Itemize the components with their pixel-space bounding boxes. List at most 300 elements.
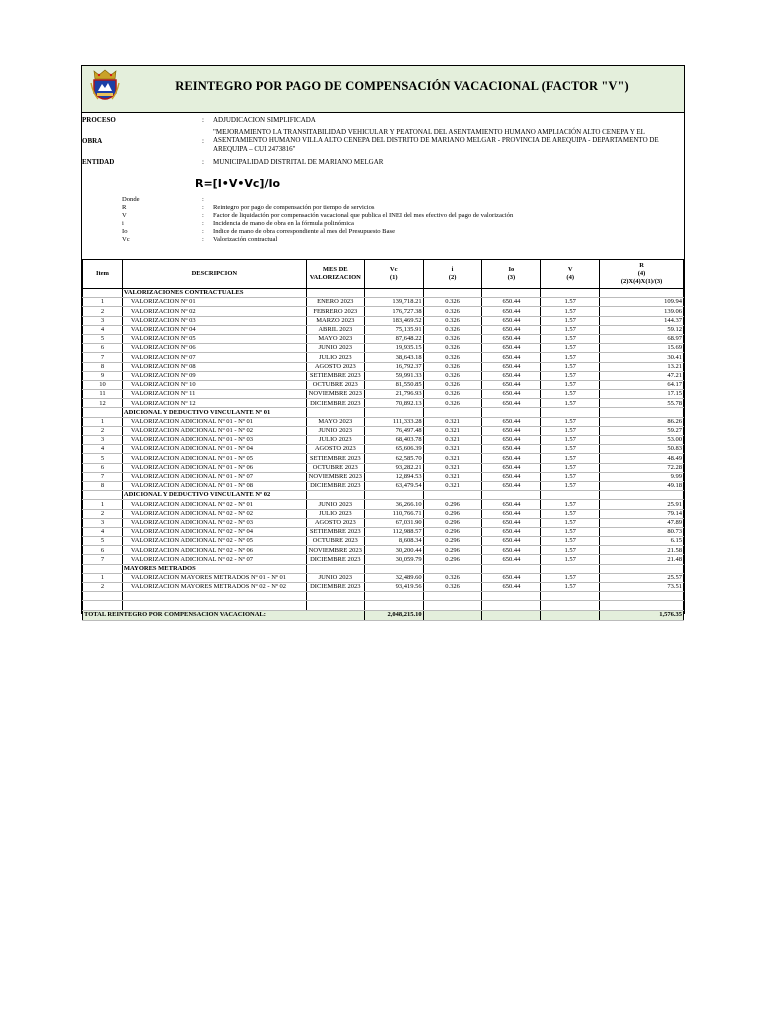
- cell-descripcion: VALORIZACION Nº 12: [122, 399, 306, 408]
- cell-r: [600, 491, 684, 500]
- empty-cell: [83, 592, 123, 601]
- colon: :: [202, 212, 204, 219]
- cell-item: 3: [83, 518, 123, 527]
- cell-io: [482, 289, 541, 298]
- table-row: [83, 316, 684, 325]
- colon: :: [202, 116, 204, 124]
- cell-item: 12: [83, 399, 123, 408]
- cell-v: 1.57: [541, 537, 600, 546]
- cell-mes: JULIO 2023: [306, 436, 364, 445]
- cell-mes: ABRIL 2023: [306, 325, 364, 334]
- col-header-r: R (4) (2)X(4)X(1)/(3): [600, 260, 684, 289]
- cell-v: [541, 408, 600, 417]
- empty-cell: [83, 601, 123, 610]
- cell-v: 1.57: [541, 344, 600, 353]
- cell-mes: SETIEMBRE 2023: [306, 527, 364, 536]
- colon: :: [202, 220, 204, 227]
- cell-descripcion: VALORIZACION ADICIONAL Nº 02 - Nº 07: [122, 555, 306, 564]
- cell-mes: OCTUBRE 2023: [306, 463, 364, 472]
- cell-r: 9.99: [600, 472, 684, 481]
- cell-i: 0.296: [423, 509, 482, 518]
- cell-v: 1.57: [541, 325, 600, 334]
- cell-i: 0.326: [423, 344, 482, 353]
- cell-mes: NOVIEMBRE 2023: [306, 390, 364, 399]
- municipal-crest-icon: [90, 69, 120, 107]
- empty-cell: [364, 592, 423, 601]
- cell-v: 1.57: [541, 399, 600, 408]
- legend-description: Reintegro por pago de compensación por tiempo de servicios: [213, 204, 375, 211]
- cell-r: 86.26: [600, 417, 684, 426]
- cell-mes: DICIEMBRE 2023: [306, 555, 364, 564]
- cell-vc: 63,479.54: [364, 481, 423, 490]
- cell-v: 1.57: [541, 371, 600, 380]
- cell-io: 650.44: [482, 344, 541, 353]
- cell-vc: 8,608.34: [364, 537, 423, 546]
- colon: :: [202, 158, 204, 166]
- colon: :: [202, 236, 204, 243]
- cell-descripcion: VALORIZACION Nº 06: [122, 344, 306, 353]
- cell-i: 0.321: [423, 445, 482, 454]
- cell-r: [600, 289, 684, 298]
- table-header-row: [83, 260, 684, 289]
- section-title: ADICIONAL Y DEDUCTIVO VINCULANTE Nº 01: [122, 408, 306, 417]
- cell-item: 3: [83, 436, 123, 445]
- cell-r: 64.17: [600, 380, 684, 389]
- cell-io: 650.44: [482, 509, 541, 518]
- cell-mes: AGOSTO 2023: [306, 445, 364, 454]
- legend-description: Valorización contractual: [213, 236, 278, 243]
- cell-vc: 67,031.90: [364, 518, 423, 527]
- cell-v: 1.57: [541, 555, 600, 564]
- cell-v: 1.57: [541, 380, 600, 389]
- section-header-row: [83, 408, 684, 417]
- cell-v: 1.57: [541, 362, 600, 371]
- cell-mes: ENERO 2023: [306, 298, 364, 307]
- colon: :: [202, 228, 204, 235]
- cell-io: 650.44: [482, 325, 541, 334]
- cell-v: 1.57: [541, 509, 600, 518]
- cell-vc: 21,796.93: [364, 390, 423, 399]
- cell-v: 1.57: [541, 426, 600, 435]
- cell-descripcion: VALORIZACION ADICIONAL Nº 01 - Nº 01: [122, 417, 306, 426]
- cell-v: 1.57: [541, 500, 600, 509]
- cell-item: 2: [83, 583, 123, 592]
- cell-v: 1.57: [541, 573, 600, 582]
- cell-r: 80.73: [600, 527, 684, 536]
- cell-vc: 111,333.28: [364, 417, 423, 426]
- cell-item: 5: [83, 454, 123, 463]
- cell-i: [423, 564, 482, 573]
- cell-io: [482, 491, 541, 500]
- cell-io: 650.44: [482, 555, 541, 564]
- cell-descripcion: VALORIZACION Nº 03: [122, 316, 306, 325]
- cell-i: [423, 491, 482, 500]
- table-row: [83, 362, 684, 371]
- cell-item: [83, 491, 123, 500]
- cell-v: 1.57: [541, 472, 600, 481]
- cell-i: 0.326: [423, 583, 482, 592]
- title-bar: [82, 66, 684, 113]
- cell-i: 0.321: [423, 417, 482, 426]
- cell-vc: 30,059.79: [364, 555, 423, 564]
- cell-mes: AGOSTO 2023: [306, 362, 364, 371]
- section-header-row: [83, 564, 684, 573]
- cell-r: 68.97: [600, 334, 684, 343]
- empty-cell: [482, 601, 541, 610]
- section-header-row: [83, 289, 684, 298]
- cell-r: [600, 564, 684, 573]
- col-header-descripcion: DESCRIPCION: [122, 260, 306, 289]
- cell-v: 1.57: [541, 334, 600, 343]
- cell-i: 0.296: [423, 527, 482, 536]
- cell-vc: 139,718.21: [364, 298, 423, 307]
- section-title: MAYORES METRADOS: [122, 564, 306, 573]
- cell-io: 650.44: [482, 546, 541, 555]
- cell-i: 0.296: [423, 500, 482, 509]
- cell-item: 8: [83, 362, 123, 371]
- cell-item: 8: [83, 481, 123, 490]
- legend-symbol: V: [122, 212, 127, 219]
- cell-v: 1.57: [541, 546, 600, 555]
- cell-v: [541, 289, 600, 298]
- cell-item: 6: [83, 344, 123, 353]
- col-header-v: V (4): [541, 260, 600, 289]
- page-title: REINTEGRO POR PAGO DE COMPENSACIÓN VACACIONAL (FACTOR "V"): [175, 79, 629, 93]
- cell-mes: SETIEMBRE 2023: [306, 454, 364, 463]
- cell-descripcion: VALORIZACION ADICIONAL Nº 01 - Nº 05: [122, 454, 306, 463]
- cell-i: 0.326: [423, 573, 482, 582]
- cell-mes: DICIEMBRE 2023: [306, 399, 364, 408]
- cell-v: 1.57: [541, 454, 600, 463]
- cell-v: 1.57: [541, 463, 600, 472]
- table-row: [83, 371, 684, 380]
- total-row: [83, 610, 684, 620]
- table-row: [83, 399, 684, 408]
- colon: :: [202, 204, 204, 211]
- section-header-row: [83, 491, 684, 500]
- table-row: [83, 537, 684, 546]
- cell-r: 17.15: [600, 390, 684, 399]
- cell-item: 10: [83, 380, 123, 389]
- cell-item: 1: [83, 573, 123, 582]
- cell-v: 1.57: [541, 445, 600, 454]
- empty-cell: [122, 592, 306, 601]
- cell-vc: 65,606.39: [364, 445, 423, 454]
- cell-r: 139.06: [600, 307, 684, 316]
- cell-i: 0.326: [423, 380, 482, 389]
- cell-io: 650.44: [482, 390, 541, 399]
- cell-r: 73.51: [600, 583, 684, 592]
- cell-vc: 112,988.57: [364, 527, 423, 536]
- table-body: [83, 289, 684, 621]
- empty-cell: [541, 601, 600, 610]
- cell-vc: 176,727.38: [364, 307, 423, 316]
- cell-vc: 70,892.13: [364, 399, 423, 408]
- cell-mes: [306, 289, 364, 298]
- cell-descripcion: VALORIZACION Nº 04: [122, 325, 306, 334]
- cell-mes: [306, 564, 364, 573]
- cell-descripcion: VALORIZACION Nº 05: [122, 334, 306, 343]
- empty-cell: [600, 601, 684, 610]
- section-title: ADICIONAL Y DEDUCTIVO VINCULANTE Nº 02: [122, 491, 306, 500]
- cell-item: 1: [83, 500, 123, 509]
- table-row: [83, 417, 684, 426]
- cell-vc: 12,894.53: [364, 472, 423, 481]
- cell-mes: NOVIEMBRE 2023: [306, 472, 364, 481]
- cell-item: 1: [83, 417, 123, 426]
- cell-io: 650.44: [482, 417, 541, 426]
- empty-cell: [306, 601, 364, 610]
- cell-item: 7: [83, 353, 123, 362]
- cell-descripcion: VALORIZACION ADICIONAL Nº 02 - Nº 06: [122, 546, 306, 555]
- cell-vc: 75,135.91: [364, 325, 423, 334]
- cell-io: 650.44: [482, 537, 541, 546]
- total-r: 1,576.35: [600, 610, 684, 620]
- cell-item: 2: [83, 307, 123, 316]
- cell-io: 650.44: [482, 463, 541, 472]
- legend-symbol: R: [122, 204, 127, 211]
- legend-description: Incidencia de mano de obra en la fórmula polinómica: [213, 220, 354, 227]
- blank-row: [83, 601, 684, 610]
- cell-vc: [364, 408, 423, 417]
- cell-io: [482, 408, 541, 417]
- table-row: [83, 546, 684, 555]
- cell-v: 1.57: [541, 307, 600, 316]
- cell-mes: JUNIO 2023: [306, 344, 364, 353]
- cell-v: 1.57: [541, 298, 600, 307]
- table-row: [83, 583, 684, 592]
- cell-i: 0.326: [423, 390, 482, 399]
- cell-descripcion: VALORIZACION ADICIONAL Nº 01 - Nº 08: [122, 481, 306, 490]
- cell-r: 47.21: [600, 371, 684, 380]
- cell-item: 6: [83, 463, 123, 472]
- cell-r: 15.69: [600, 344, 684, 353]
- empty-cell: [423, 601, 482, 610]
- cell-i: 0.321: [423, 426, 482, 435]
- col-header-item: Item: [83, 260, 123, 289]
- table-row: [83, 325, 684, 334]
- empty-cell: [482, 592, 541, 601]
- cell-descripcion: VALORIZACION ADICIONAL Nº 01 - Nº 07: [122, 472, 306, 481]
- col-header-mes: MES DE VALORIZACION: [306, 260, 364, 289]
- cell-item: 1: [83, 298, 123, 307]
- cell-io: 650.44: [482, 298, 541, 307]
- cell-r: 79.14: [600, 509, 684, 518]
- cell-i: 0.296: [423, 555, 482, 564]
- cell-i: 0.326: [423, 399, 482, 408]
- empty-cell: [541, 592, 600, 601]
- cell-v: 1.57: [541, 353, 600, 362]
- cell-item: 4: [83, 527, 123, 536]
- cell-i: 0.326: [423, 307, 482, 316]
- cell-item: 4: [83, 325, 123, 334]
- cell-item: 2: [83, 426, 123, 435]
- cell-i: 0.326: [423, 353, 482, 362]
- cell-io: 650.44: [482, 426, 541, 435]
- cell-io: 650.44: [482, 573, 541, 582]
- cell-i: [423, 289, 482, 298]
- table-row: [83, 472, 684, 481]
- cell-v: [541, 564, 600, 573]
- cell-io: 650.44: [482, 316, 541, 325]
- cell-v: 1.57: [541, 527, 600, 536]
- cell-descripcion: VALORIZACION MAYORES METRADOS Nº 01 - Nº 01: [122, 573, 306, 582]
- cell-descripcion: VALORIZACION Nº 08: [122, 362, 306, 371]
- cell-i: 0.326: [423, 316, 482, 325]
- cell-i: 0.321: [423, 463, 482, 472]
- cell-io: 650.44: [482, 353, 541, 362]
- cell-r: 25.91: [600, 500, 684, 509]
- cell-descripcion: VALORIZACION Nº 07: [122, 353, 306, 362]
- report-sheet: [81, 65, 685, 619]
- table-row: [83, 334, 684, 343]
- cell-item: 4: [83, 445, 123, 454]
- cell-item: 9: [83, 371, 123, 380]
- cell-vc: 59,991.33: [364, 371, 423, 380]
- cell-io: 650.44: [482, 436, 541, 445]
- cell-vc: 93,282.21: [364, 463, 423, 472]
- total-vc: 2,048,215.10: [364, 610, 423, 620]
- cell-io: 650.44: [482, 334, 541, 343]
- cell-descripcion: VALORIZACION ADICIONAL Nº 01 - Nº 02: [122, 426, 306, 435]
- info-label-proceso: PROCESO: [82, 116, 116, 124]
- cell-mes: OCTUBRE 2023: [306, 537, 364, 546]
- info-label-entidad: ENTIDAD: [82, 158, 115, 166]
- table-row: [83, 390, 684, 399]
- cell-item: 7: [83, 472, 123, 481]
- cell-descripcion: VALORIZACION Nº 11: [122, 390, 306, 399]
- cell-r: 59.27: [600, 426, 684, 435]
- cell-mes: MAYO 2023: [306, 417, 364, 426]
- cell-io: 650.44: [482, 445, 541, 454]
- cell-vc: [364, 564, 423, 573]
- cell-mes: DICIEMBRE 2023: [306, 481, 364, 490]
- empty-cell: [482, 610, 541, 620]
- table-row: [83, 573, 684, 582]
- cell-descripcion: VALORIZACION MAYORES METRADOS Nº 02 - Nº 02: [122, 583, 306, 592]
- total-label: TOTAL REINTEGRO POR COMPENSACION VACACIONAL:: [83, 610, 365, 620]
- col-header-vc: Vc (1): [364, 260, 423, 289]
- table-row: [83, 380, 684, 389]
- cell-vc: 30,200.44: [364, 546, 423, 555]
- table-row: [83, 527, 684, 536]
- cell-i: 0.326: [423, 298, 482, 307]
- cell-r: 144.37: [600, 316, 684, 325]
- cell-item: 5: [83, 537, 123, 546]
- cell-descripcion: VALORIZACION ADICIONAL Nº 01 - Nº 04: [122, 445, 306, 454]
- cell-descripcion: VALORIZACION ADICIONAL Nº 01 - Nº 06: [122, 463, 306, 472]
- cell-mes: OCTUBRE 2023: [306, 380, 364, 389]
- info-label-obra: OBRA: [82, 137, 103, 145]
- cell-i: 0.326: [423, 325, 482, 334]
- cell-mes: JULIO 2023: [306, 353, 364, 362]
- cell-vc: 81,550.85: [364, 380, 423, 389]
- cell-vc: 36,266.10: [364, 500, 423, 509]
- cell-mes: DICIEMBRE 2023: [306, 583, 364, 592]
- section-title: VALORIZACIONES CONTRACTUALES: [122, 289, 306, 298]
- cell-v: [541, 491, 600, 500]
- cell-mes: JULIO 2023: [306, 509, 364, 518]
- cell-descripcion: VALORIZACION ADICIONAL Nº 02 - Nº 05: [122, 537, 306, 546]
- cell-i: 0.296: [423, 518, 482, 527]
- cell-vc: [364, 289, 423, 298]
- table-row: [83, 555, 684, 564]
- cell-descripcion: VALORIZACION ADICIONAL Nº 01 - Nº 03: [122, 436, 306, 445]
- cell-vc: 183,469.52: [364, 316, 423, 325]
- table-row: [83, 298, 684, 307]
- cell-r: 59.12: [600, 325, 684, 334]
- formula: R=[I•V•Vc]/Io: [195, 177, 281, 190]
- cell-item: 3: [83, 316, 123, 325]
- cell-item: 5: [83, 334, 123, 343]
- cell-mes: MARZO 2023: [306, 316, 364, 325]
- cell-item: 2: [83, 509, 123, 518]
- cell-item: [83, 408, 123, 417]
- cell-io: 650.44: [482, 481, 541, 490]
- table-row: [83, 500, 684, 509]
- table-row: [83, 436, 684, 445]
- cell-io: 650.44: [482, 583, 541, 592]
- cell-mes: SETIEMBRE 2023: [306, 371, 364, 380]
- cell-item: [83, 564, 123, 573]
- colon: :: [202, 196, 204, 203]
- cell-r: 6.15: [600, 537, 684, 546]
- cell-r: 30.41: [600, 353, 684, 362]
- cell-io: 650.44: [482, 307, 541, 316]
- cell-descripcion: VALORIZACION Nº 09: [122, 371, 306, 380]
- cell-r: 47.89: [600, 518, 684, 527]
- cell-vc: 62,585.70: [364, 454, 423, 463]
- cell-mes: FEBRERO 2023: [306, 307, 364, 316]
- cell-r: 50.83: [600, 445, 684, 454]
- legend-symbol: Io: [122, 228, 128, 235]
- legend-symbol: Donde: [122, 196, 140, 203]
- cell-io: 650.44: [482, 518, 541, 527]
- cell-item: [83, 289, 123, 298]
- cell-vc: 68,403.78: [364, 436, 423, 445]
- table-row: [83, 518, 684, 527]
- table-row: [83, 481, 684, 490]
- cell-i: 0.321: [423, 436, 482, 445]
- cell-mes: [306, 491, 364, 500]
- table-row: [83, 463, 684, 472]
- cell-i: 0.296: [423, 546, 482, 555]
- empty-cell: [423, 610, 482, 620]
- cell-descripcion: VALORIZACION ADICIONAL Nº 02 - Nº 01: [122, 500, 306, 509]
- cell-r: 53.00: [600, 436, 684, 445]
- cell-v: 1.57: [541, 481, 600, 490]
- blank-row: [83, 592, 684, 601]
- cell-vc: 16,792.37: [364, 362, 423, 371]
- info-value-obra: "MEJORAMIENTO LA TRANSITABILIDAD VEHICULAR Y PEATONAL DEL ASENTAMIENTO HUMANO AMPLIACIÓN ALTO CENEPA Y EL ASENTAMIENTO HUMANO VILLA ALTO CENEPA DEL DISTRITO DE MARIANO MELGAR - PROVINCIA DE AREQUIPA - DEPARTAMENTO DE AREQUIPA – CUI 2473816": [213, 128, 659, 153]
- cell-descripcion: VALORIZACION ADICIONAL Nº 02 - Nº 02: [122, 509, 306, 518]
- cell-r: 109.94: [600, 298, 684, 307]
- cell-descripcion: VALORIZACION ADICIONAL Nº 02 - Nº 04: [122, 527, 306, 536]
- table-row: [83, 353, 684, 362]
- cell-r: 25.57: [600, 573, 684, 582]
- cell-vc: 93,419.56: [364, 583, 423, 592]
- cell-io: [482, 564, 541, 573]
- cell-v: 1.57: [541, 436, 600, 445]
- cell-mes: NOVIEMBRE 2023: [306, 546, 364, 555]
- cell-r: 72.28: [600, 463, 684, 472]
- empty-cell: [122, 601, 306, 610]
- cell-mes: MAYO 2023: [306, 334, 364, 343]
- cell-r: 21.58: [600, 546, 684, 555]
- cell-r: 21.48: [600, 555, 684, 564]
- cell-io: 650.44: [482, 362, 541, 371]
- cell-i: 0.326: [423, 362, 482, 371]
